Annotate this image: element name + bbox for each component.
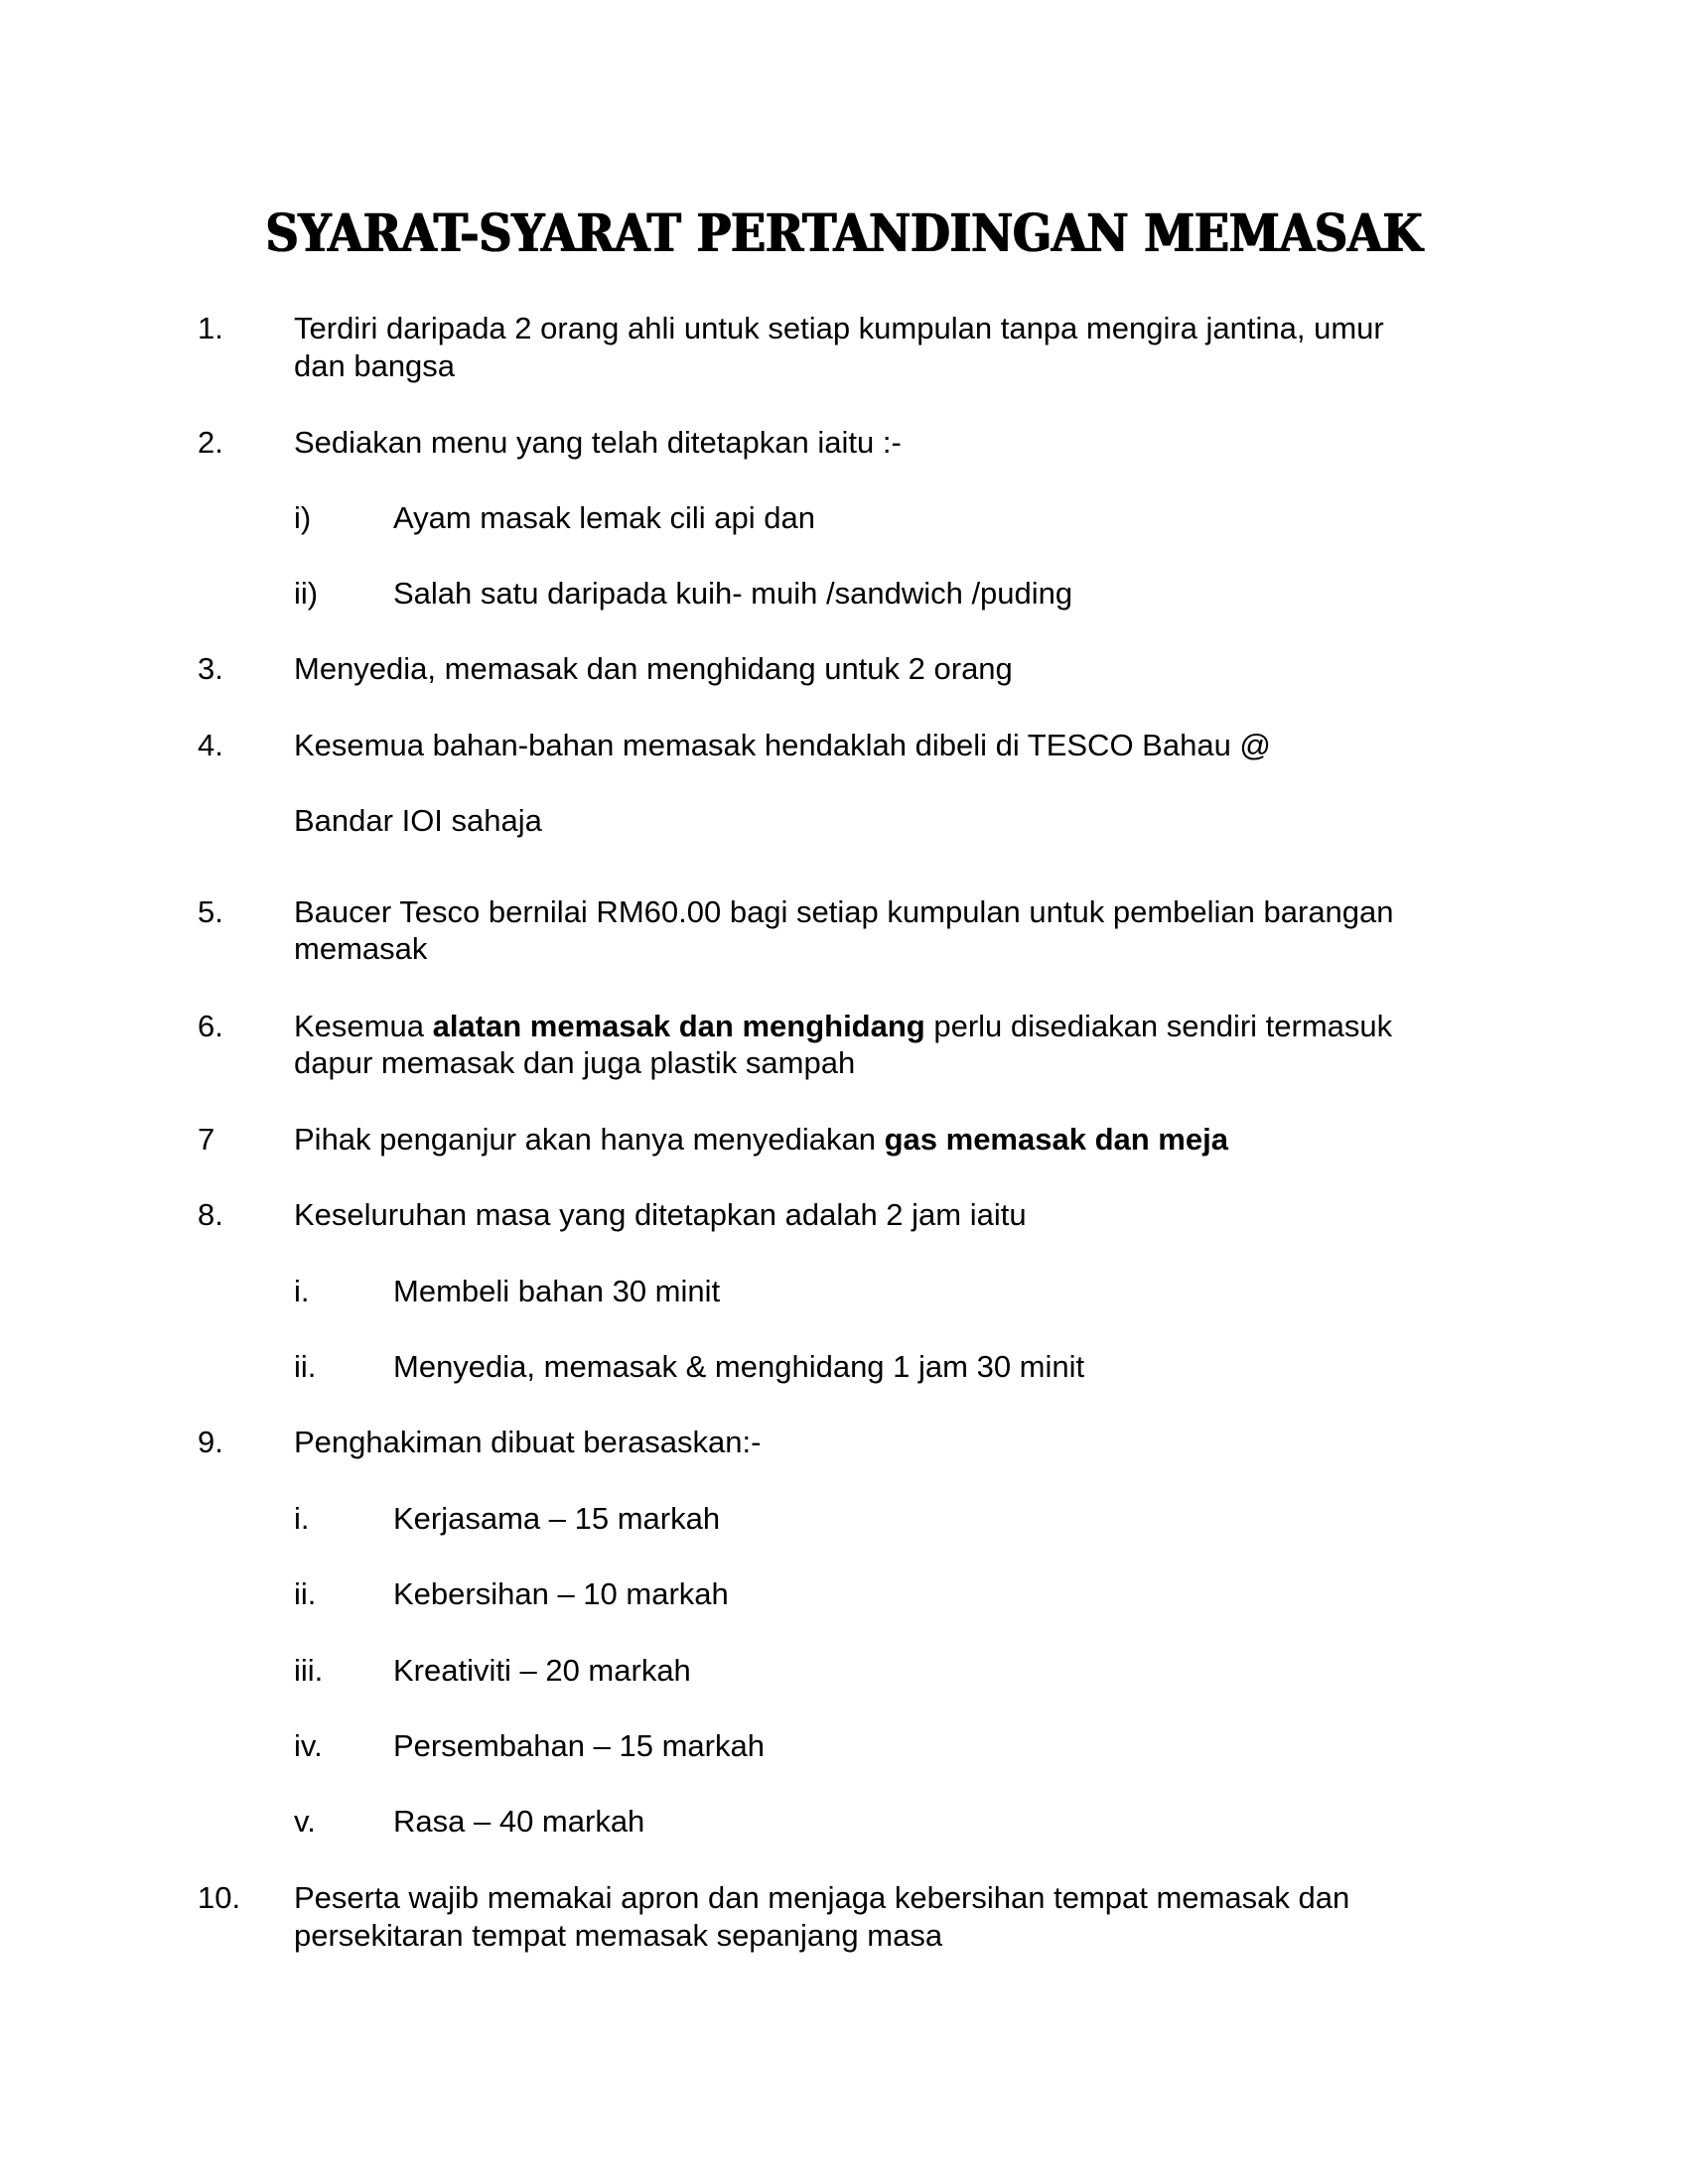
item-text: persekitaran tempat memasak sepanjang masa	[294, 1918, 943, 1953]
item-number: 5.	[198, 894, 223, 929]
document-title: SYARAT-SYARAT PERTANDINGAN MEMASAK	[265, 204, 1423, 264]
item-number: 10.	[198, 1880, 241, 1915]
sub-item-text: Membeli bahan 30 minit	[393, 1274, 721, 1308]
item-text: Bandar IOI sahaja	[294, 803, 542, 838]
item-number: 2.	[198, 425, 223, 460]
item-number: 9.	[198, 1425, 223, 1459]
item-text: dapur memasak dan juga plastik sampah	[294, 1045, 856, 1080]
bold-text-segment: gas memasak dan meja	[884, 1122, 1228, 1157]
item-number: 8.	[198, 1197, 223, 1232]
text-segment: perlu disediakan sendiri termasuk	[924, 1009, 1393, 1043]
item-text: dan bangsa	[294, 348, 456, 383]
item-text: Terdiri daripada 2 orang ahli untuk setiap kumpulan tanpa mengira jantina, umur	[294, 311, 1384, 345]
sub-item-number: i.	[294, 1501, 310, 1536]
item-text: Penghakiman dibuat berasaskan:-	[294, 1425, 762, 1459]
item-text: Menyedia, memasak dan menghidang untuk 2 orang	[294, 651, 1013, 686]
sub-item-text: Rasa – 40 markah	[393, 1804, 645, 1839]
item-text: Baucer Tesco bernilai RM60.00 bagi setiap kumpulan untuk pembelian barangan	[294, 894, 1394, 929]
item-number: 7	[198, 1122, 215, 1157]
sub-item-number: ii.	[294, 1576, 317, 1611]
sub-item-text: Menyedia, memasak & menghidang 1 jam 30 minit	[393, 1349, 1085, 1384]
item-text	[294, 1121, 1525, 1159]
item-text: Kesemua bahan-bahan memasak hendaklah dibeli di TESCO Bahau @	[294, 728, 1271, 762]
item-text	[294, 1008, 1525, 1045]
item-text: Sediakan menu yang telah ditetapkan iaitu :-	[294, 425, 902, 460]
item-text: memasak	[294, 931, 428, 966]
sub-item-number: i)	[294, 500, 312, 535]
sub-item-text: Kerjasama – 15 markah	[393, 1501, 721, 1536]
sub-item-text: Salah satu daripada kuih- muih /sandwich /puding	[393, 576, 1073, 611]
sub-item-text: Kreativiti – 20 markah	[393, 1653, 691, 1688]
sub-item-number: ii.	[294, 1349, 317, 1384]
sub-item-number: ii)	[294, 576, 319, 611]
text-segment: Pihak penganjur akan hanya menyediakan	[294, 1122, 885, 1157]
sub-item-text: Kebersihan – 10 markah	[393, 1576, 729, 1611]
bold-text-segment: alatan memasak dan menghidang	[432, 1009, 925, 1043]
sub-item-number: i.	[294, 1274, 310, 1308]
item-number: 1.	[198, 311, 223, 345]
item-text: Keseluruhan masa yang ditetapkan adalah 2 jam iaitu	[294, 1197, 1027, 1232]
sub-item-number: iii.	[294, 1653, 324, 1688]
text-segment: Kesemua	[294, 1009, 433, 1043]
sub-item-text: Ayam masak lemak cili api dan	[393, 500, 815, 535]
item-text: Peserta wajib memakai apron dan menjaga kebersihan tempat memasak dan	[294, 1880, 1350, 1915]
item-number: 6.	[198, 1009, 223, 1043]
sub-item-number: iv.	[294, 1728, 323, 1763]
item-number: 4.	[198, 728, 223, 762]
item-number: 3.	[198, 651, 223, 686]
sub-item-text: Persembahan – 15 markah	[393, 1728, 765, 1763]
sub-item-number: v.	[294, 1804, 316, 1839]
